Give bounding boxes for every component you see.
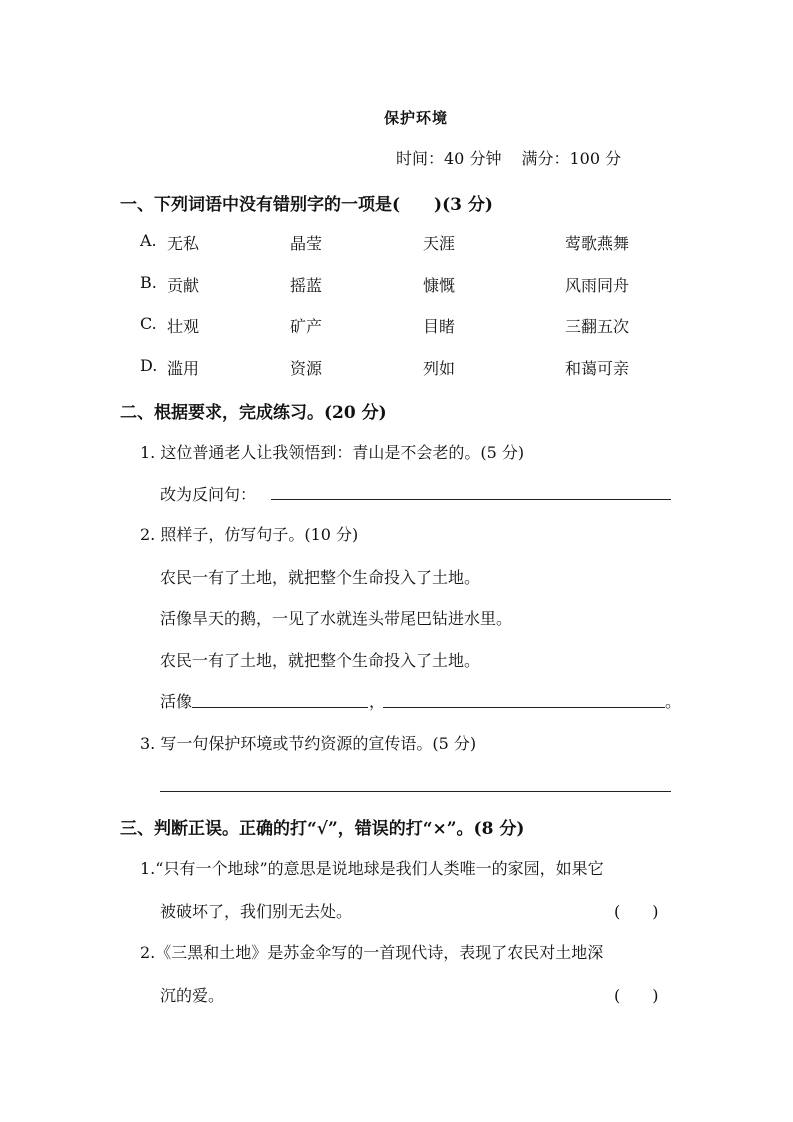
option-b-label: B. [140, 273, 157, 292]
option-a-word-4: 莺歌燕舞 [565, 234, 630, 253]
option-c-word-4: 三翻五次 [565, 317, 630, 336]
q2-comma: ， [369, 692, 386, 711]
judge-2-answer-box[interactable]: ( ) [614, 986, 659, 1005]
q2-end: 。 [665, 692, 682, 711]
q2-example-1: 农民一有了土地，就把整个生命投入了土地。 [160, 568, 481, 587]
q2-answer-line-2[interactable] [383, 707, 665, 708]
judge-1-line-2: 被破坏了，我们别无去处。 [160, 902, 353, 921]
judge-1-answer-box[interactable]: ( ) [614, 902, 659, 921]
option-d-word-4: 和蔼可亲 [565, 359, 630, 378]
judge-2-line-1: 2.《三黑和土地》是苏金伞写的一首现代诗，表现了农民对土地深 [140, 943, 604, 962]
section-2-heading: 二、根据要求，完成练习。(20 分) [120, 403, 387, 423]
option-d-label: D. [140, 356, 158, 375]
option-b-word-2: 摇蓝 [290, 276, 323, 295]
q1-text: 1. 这位普通老人让我领悟到：青山是不会老的。(5 分) [140, 443, 525, 462]
judge-1-line-1: 1.“只有一个地球”的意思是说地球是我们人类唯一的家园，如果它 [140, 859, 604, 878]
q2-answer-line-1[interactable] [192, 707, 368, 708]
option-c-word-2: 矿产 [290, 317, 323, 336]
option-b-word-3: 慷慨 [423, 276, 456, 295]
option-d-word-1: 滥用 [167, 359, 200, 378]
option-a-word-1: 无私 [167, 234, 200, 253]
q2-example-2: 活像旱天的鹅，一见了水就连头带尾巴钻进水里。 [160, 609, 513, 628]
time-limit: 时间：40 分钟 [396, 149, 502, 168]
q3-text: 3. 写一句保护环境或节约资源的宣传语。(5 分) [140, 734, 477, 753]
q2-example-3: 农民一有了土地，就把整个生命投入了土地。 [160, 651, 481, 670]
q2-text: 2. 照样子，仿写句子。(10 分) [140, 525, 359, 544]
option-a-word-2: 晶莹 [290, 234, 323, 253]
judge-2-line-2: 沉的爱。 [160, 986, 225, 1005]
q1-answer-line[interactable] [271, 499, 671, 500]
section-3-heading: 三、判断正误。正确的打“√”，错误的打“×”。(8 分) [120, 819, 525, 839]
option-b-word-1: 贡献 [167, 276, 200, 295]
option-a-word-3: 天涯 [423, 234, 456, 253]
q3-answer-line[interactable] [160, 791, 671, 792]
option-b-word-4: 风雨同舟 [565, 276, 630, 295]
option-c-label: C. [140, 314, 157, 333]
option-d-word-3: 列如 [423, 359, 456, 378]
option-c-word-3: 目睹 [423, 317, 456, 336]
option-c-word-1: 壮观 [167, 317, 200, 336]
q1-prompt: 改为反问句： [160, 485, 257, 504]
section-1-heading: 一、下列词语中没有错别字的一项是( )(3 分) [120, 195, 493, 215]
full-score: 满分：100 分 [521, 149, 622, 168]
exam-meta [396, 146, 621, 169]
option-a-label: A. [140, 231, 157, 250]
q2-prefix: 活像 [160, 692, 193, 711]
page-title: 保护环境 [383, 109, 448, 127]
option-d-word-2: 资源 [290, 359, 323, 378]
